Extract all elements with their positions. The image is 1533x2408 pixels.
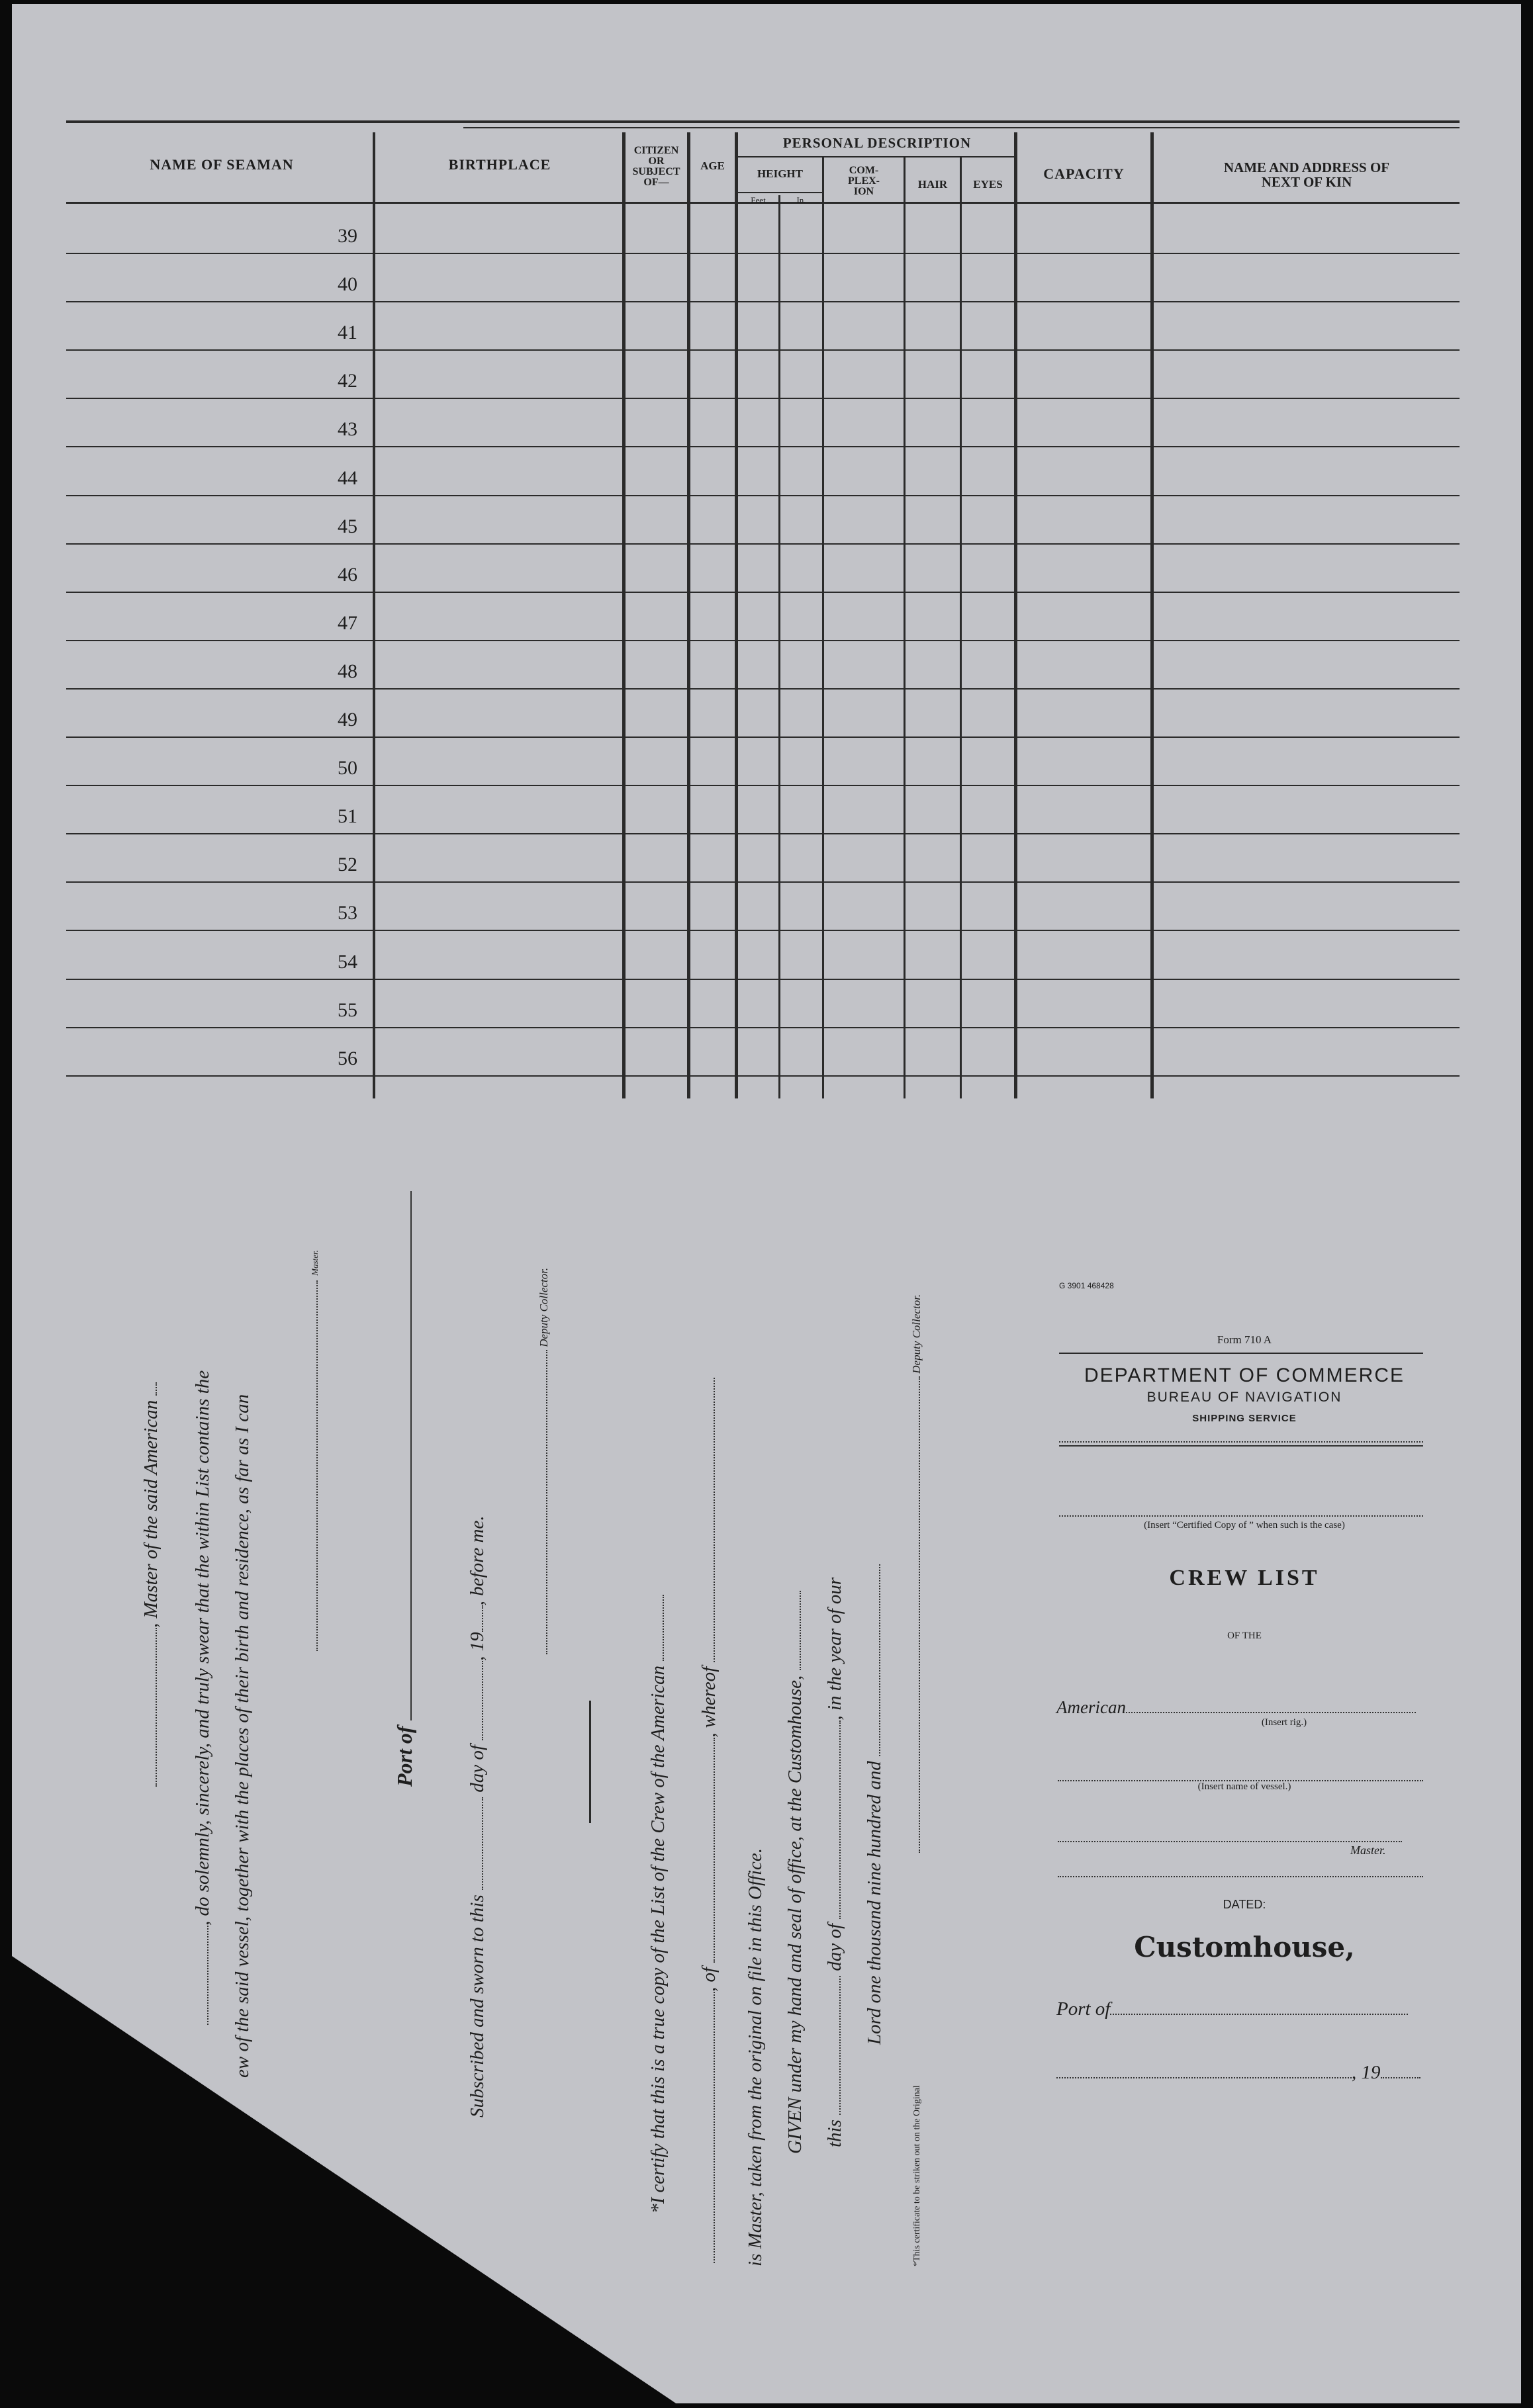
cert-line-6 [864, 1564, 886, 2045]
header-complexion-line: PLEX- [848, 175, 880, 187]
cert-deputy-blank[interactable] [919, 1376, 920, 1853]
row-number: 48 [338, 660, 357, 682]
cover-port-line [1056, 1998, 1408, 2020]
row-number: 42 [338, 370, 357, 392]
master-signature [301, 1250, 323, 1651]
header-height: HEIGHT [757, 167, 803, 180]
header-hair: HAIR [917, 178, 948, 191]
table-row[interactable] [66, 253, 1460, 254]
cert-customhouse-blank[interactable] [800, 1591, 801, 1670]
cert-line-3 [745, 1848, 766, 2266]
col-rule [822, 156, 824, 1098]
cover-port-label: Port of [1056, 1998, 1111, 2020]
oath-line-1-text: , Master of the said [140, 1479, 162, 1628]
insert-vessel-note: (Insert name of vessel.) [1197, 1781, 1291, 1792]
col-rule [778, 195, 780, 1098]
cert-deputy-label: Deputy Collector. [910, 1294, 923, 1374]
header-age: AGE [700, 159, 725, 172]
height-sub-rule [736, 192, 822, 193]
insert-rig-note: (Insert rig.) [1261, 1717, 1307, 1728]
col-rule [1150, 132, 1154, 1098]
cover-rule-2 [1058, 1876, 1423, 1877]
table-row[interactable] [66, 398, 1460, 399]
header-personal-description: PERSONAL DESCRIPTION [782, 135, 972, 151]
master-name-line[interactable] [1058, 1841, 1402, 1842]
cert-this-text: this [824, 2119, 845, 2147]
table-row[interactable] [66, 640, 1460, 641]
oath-blank[interactable] [207, 1926, 209, 2025]
cert-line-1-text: *I certify that this is a true copy of the List of the Crew of the [647, 1744, 669, 2213]
deputy-signature-blank[interactable] [546, 1350, 547, 1654]
master-signature-blank[interactable] [316, 1280, 318, 1651]
subscribed-day-blank[interactable] [482, 1797, 483, 1890]
cert-blank-c[interactable] [714, 1378, 715, 1662]
col-rule [373, 132, 375, 1098]
dated-label: DATED: [1223, 1898, 1266, 1911]
col-rule [622, 132, 626, 1098]
table-row[interactable] [66, 881, 1460, 883]
header-next-of-kin-line: NEXT OF KIN [1261, 174, 1352, 190]
row-number: 47 [338, 612, 357, 634]
crew-list-title: CREW LIST [1169, 1566, 1320, 1590]
col-rule [735, 132, 738, 1098]
oath-line-3 [232, 1394, 254, 2078]
cert-footnote [912, 2085, 923, 2266]
col-rule [1014, 132, 1017, 1098]
row-number: 41 [338, 322, 357, 343]
row-number: 43 [338, 418, 357, 440]
customhouse-title: Customhouse, [1134, 1931, 1355, 1963]
header-birthplace: BIRTHPLACE [448, 156, 551, 173]
cert-day-of-text: day of [824, 1923, 845, 1971]
department-title: DEPARTMENT OF COMMERCE [1084, 1364, 1405, 1386]
header-feet: Feet [751, 195, 766, 205]
cert-line-2 [698, 1378, 720, 2263]
table-row[interactable] [66, 301, 1460, 302]
deputy-collector-2 [910, 1294, 923, 1853]
vessel-name-blank[interactable] [156, 1382, 157, 1396]
before-me-text: , before me. [467, 1515, 488, 1606]
header-next-of-kin-line: NAME AND ADDRESS OF [1223, 159, 1390, 175]
table-row[interactable] [66, 446, 1460, 447]
port-of-line [393, 1191, 417, 1787]
header-name-of-seaman: NAME OF SEAMAN [150, 156, 294, 173]
row-number: 45 [338, 515, 357, 537]
row-number: 46 [338, 564, 357, 586]
header-inches: In. [796, 195, 806, 205]
table-row[interactable] [66, 785, 1460, 786]
american-line [1056, 1697, 1416, 1718]
header-citizen-line: SUBJECT [632, 166, 680, 177]
cert-of-text: , of [698, 1967, 720, 1992]
cert-footnote-text: *This certificate to be striken out on the Original [912, 2085, 922, 2266]
cert-blank-b[interactable] [714, 1738, 715, 1963]
cert-month-blank[interactable] [839, 1720, 841, 1919]
row-number: 55 [338, 999, 357, 1021]
personal-desc-rule [736, 156, 1014, 157]
cert-year-text: , in the year of our [824, 1577, 845, 1720]
row-number: 51 [338, 805, 357, 827]
row-number: 52 [338, 854, 357, 875]
deputy-collector-1 [537, 1268, 551, 1654]
cover-master-label: Master. [1350, 1844, 1386, 1857]
form-number: Form 710 A [1217, 1333, 1272, 1346]
row-number: 50 [338, 757, 357, 779]
top-rule [66, 120, 1460, 123]
american-label: American [1056, 1697, 1126, 1717]
col-rule [687, 132, 690, 1098]
cert-line-3-text: is Master, taken from the original on file in this Office. [745, 1848, 766, 2266]
row-number: 56 [338, 1048, 357, 1069]
oath-line-2-text: , do solemnly, sincerely, and truly swear that the within List contains the [192, 1370, 213, 1926]
col-rule [960, 156, 962, 1098]
port-of-label: Port of [393, 1726, 416, 1787]
cert-day-blank[interactable] [839, 1976, 841, 2115]
oath-line-2 [192, 1370, 214, 2025]
cert-line-1 [647, 1595, 669, 2213]
table-row[interactable] [66, 833, 1460, 834]
cert-vessel-blank[interactable] [663, 1595, 664, 1661]
header-complexion-line: COM- [849, 165, 879, 176]
header-citizen-line: OF— [643, 177, 669, 188]
of-the-text: OF THE [1227, 1630, 1262, 1641]
oath-line-1 [140, 1382, 162, 1787]
cert-blank-a[interactable] [714, 1992, 715, 2263]
cert-line-5 [824, 1578, 846, 2147]
row-number: 54 [338, 951, 357, 973]
cert-year-blank[interactable] [879, 1564, 880, 1756]
table-row[interactable] [66, 495, 1460, 496]
cover-port-blank[interactable] [1110, 2014, 1408, 2015]
deputy-collector-label: Deputy Collector. [537, 1267, 550, 1347]
cert-whereof-text: , whereof [698, 1666, 720, 1738]
cover-year19: , 19 [1352, 2062, 1381, 2083]
header-complexion-line: ION [853, 186, 874, 197]
header-eyes: EYES [973, 178, 1003, 191]
subscribed-text: Subscribed and sworn to this [467, 1895, 488, 2118]
cover-date-blank[interactable] [1056, 2077, 1352, 2078]
oath-line-3-text: ew of the said vessel, together with the places of their birth and residence, as far as I can [232, 1394, 253, 2078]
subscribed-line [467, 1515, 488, 2118]
header-next-of-kin [1154, 160, 1460, 189]
header-complexion [824, 165, 904, 197]
table-row[interactable] [66, 736, 1460, 738]
insert-certified-note: (Insert “Certified Copy of ” when such is the case) [1144, 1520, 1345, 1531]
print-code: G 3901 468428 [1059, 1281, 1114, 1290]
cover-double-rule [1059, 1441, 1423, 1447]
cert-line-1-american: American [647, 1665, 669, 1740]
cert-line-6-text: Lord one thousand nine hundred and [864, 1761, 885, 2045]
day-of-text: day of [467, 1745, 488, 1793]
row-number: 49 [338, 709, 357, 731]
subscribed-year-blank[interactable] [482, 1605, 483, 1632]
port-of-blank[interactable] [410, 1191, 412, 1720]
top-rule-2 [463, 127, 1460, 128]
cover-year-blank[interactable] [1381, 2077, 1420, 2078]
col-rule [904, 156, 906, 1098]
row-number: 53 [338, 902, 357, 924]
header-citizen [626, 146, 687, 188]
master-label: Master. [310, 1250, 320, 1276]
row-number: 40 [338, 273, 357, 295]
cert-line-4-text: GIVEN under my hand and seal of office, at the Customhouse, [784, 1675, 806, 2154]
subscribed-month-blank[interactable] [482, 1661, 483, 1740]
table-row[interactable] [66, 979, 1460, 980]
table-row[interactable] [66, 1075, 1460, 1077]
cover-rule [1059, 1353, 1423, 1354]
table-row[interactable] [66, 1027, 1460, 1028]
section-divider [589, 1701, 591, 1823]
row-number: 39 [338, 225, 357, 247]
table-row[interactable] [66, 592, 1460, 593]
row-number: 44 [338, 467, 357, 489]
cover-date-line [1056, 2062, 1420, 2084]
table-row[interactable] [66, 688, 1460, 690]
bureau-title: BUREAU OF NAVIGATION [1146, 1390, 1342, 1405]
certified-copy-blank[interactable] [1059, 1515, 1423, 1517]
master-name-blank[interactable] [156, 1628, 157, 1787]
header-capacity: CAPACITY [1043, 165, 1125, 182]
oath-line-1-american: American [140, 1400, 162, 1475]
table-row[interactable] [66, 349, 1460, 351]
rig-blank[interactable] [1126, 1712, 1416, 1713]
year19-text: , 19 [467, 1632, 488, 1661]
header-citizen-line: CITIZEN [633, 145, 679, 156]
service-title: SHIPPING SERVICE [1192, 1413, 1297, 1424]
table-row[interactable] [66, 930, 1460, 931]
header-citizen-line: OR [648, 156, 665, 167]
cert-line-4 [784, 1591, 806, 2154]
table-row[interactable] [66, 543, 1460, 545]
